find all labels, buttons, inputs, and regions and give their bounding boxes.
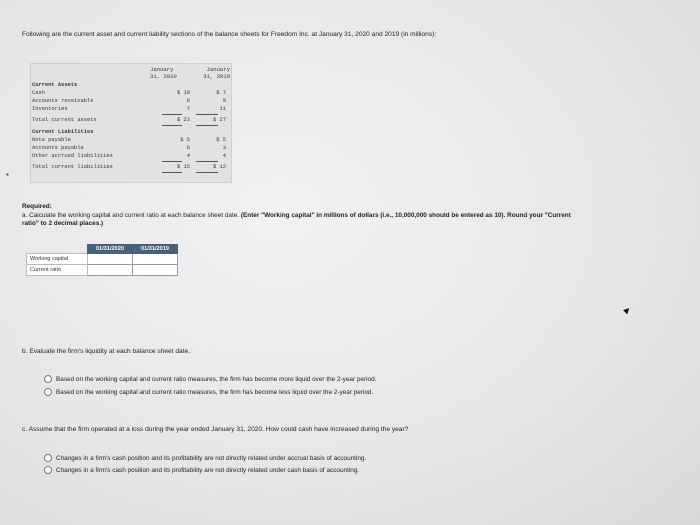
bs-row: Total current liabilities $ 15 $ 12	[32, 164, 226, 170]
bs-row: Other accrued liabilities 4 4	[32, 153, 226, 159]
radio-button[interactable]	[44, 375, 52, 383]
working-capital-label: Working capital	[27, 254, 88, 265]
current-ratio-2019-input[interactable]	[133, 265, 178, 276]
working-capital-2020-input[interactable]	[88, 254, 133, 265]
mouse-cursor-icon: ▲	[619, 303, 635, 318]
bs-row: Cash $ 10 $ 7	[32, 90, 226, 96]
col1-header-line1: January	[150, 66, 174, 73]
part-b-option-2[interactable]	[44, 388, 373, 396]
radio-button[interactable]	[44, 388, 52, 396]
underline	[162, 114, 182, 115]
underline	[196, 114, 218, 115]
part-a-instruction: (Enter "Working capital" in millions of dollars (i.e., 10,000,000 should be entered as 10). Round your "Current ratio" to 2 decimal places.)	[22, 211, 571, 227]
part-b-option-1[interactable]	[44, 375, 376, 383]
double-underline	[196, 172, 218, 173]
double-underline	[196, 125, 218, 126]
radio-button[interactable]	[44, 454, 52, 462]
current-ratio-2020-input[interactable]	[88, 265, 133, 276]
option-label: Changes in a firm's cash position and its profitability are not directly related under accrual basis of accounting.	[56, 454, 367, 462]
bs-row: Note payable $ 5 $ 5	[32, 137, 226, 143]
bs-row: Total current assets $ 23 $ 27	[32, 117, 226, 123]
double-underline	[162, 172, 182, 173]
working-capital-2019-input[interactable]	[133, 254, 178, 265]
col1-header-line2: 31, 2020	[150, 73, 177, 80]
underline	[162, 161, 182, 162]
double-underline	[162, 125, 182, 126]
option-label: Changes in a firm's cash position and its profitability are not directly related under cash basis of accounting.	[56, 466, 360, 474]
bs-row: Current Liabilities	[32, 129, 94, 135]
option-label: Based on the working capital and current ratio measures, the firm has become less liquid over the 2-year period.	[56, 388, 374, 396]
col2-header-line2: 31, 2019	[203, 73, 230, 80]
required-section	[22, 203, 582, 229]
part-a-text: a. Calculate the working capital and current ratio at each balance sheet date.	[22, 211, 240, 219]
part-c-option-2[interactable]	[44, 466, 359, 474]
bs-row: Accounts receivable 6 9	[32, 98, 226, 104]
balance-sheet-header	[150, 66, 230, 80]
table-row	[27, 254, 178, 265]
required-heading: Required:	[22, 203, 52, 210]
corner-cell	[27, 245, 88, 254]
scroll-marker-icon: ▪	[6, 170, 9, 179]
part-c-question: c. Assume that the firm operated at a loss during the year ended January 31, 2020. How could cash have increased during the year?	[22, 426, 409, 433]
bs-row: Accounts payable 6 3	[32, 145, 226, 151]
table-row	[27, 265, 178, 276]
col-header-2020: 01/31/2020	[88, 245, 133, 254]
bs-row: Current Assets	[32, 82, 78, 88]
underline	[196, 161, 218, 162]
col-header-2019: 01/31/2019	[133, 245, 178, 254]
radio-button[interactable]	[44, 466, 52, 474]
option-label: Based on the working capital and current ratio measures, the firm has become more liquid over the 2-year period.	[56, 375, 377, 383]
part-b-question: b. Evaluate the firm's liquidity at each balance sheet date.	[22, 348, 191, 355]
answer-table	[26, 244, 178, 276]
current-ratio-label: Current ratio	[27, 265, 88, 276]
bs-row: Inventories 7 11	[32, 106, 226, 112]
part-c-option-1[interactable]	[44, 454, 366, 462]
col2-header-line1: January	[206, 66, 230, 73]
intro-text: Following are the current asset and current liability sections of the balance sheets for Freedom Inc. at January 31, 2020 and 2019 (in millions):	[22, 31, 437, 38]
